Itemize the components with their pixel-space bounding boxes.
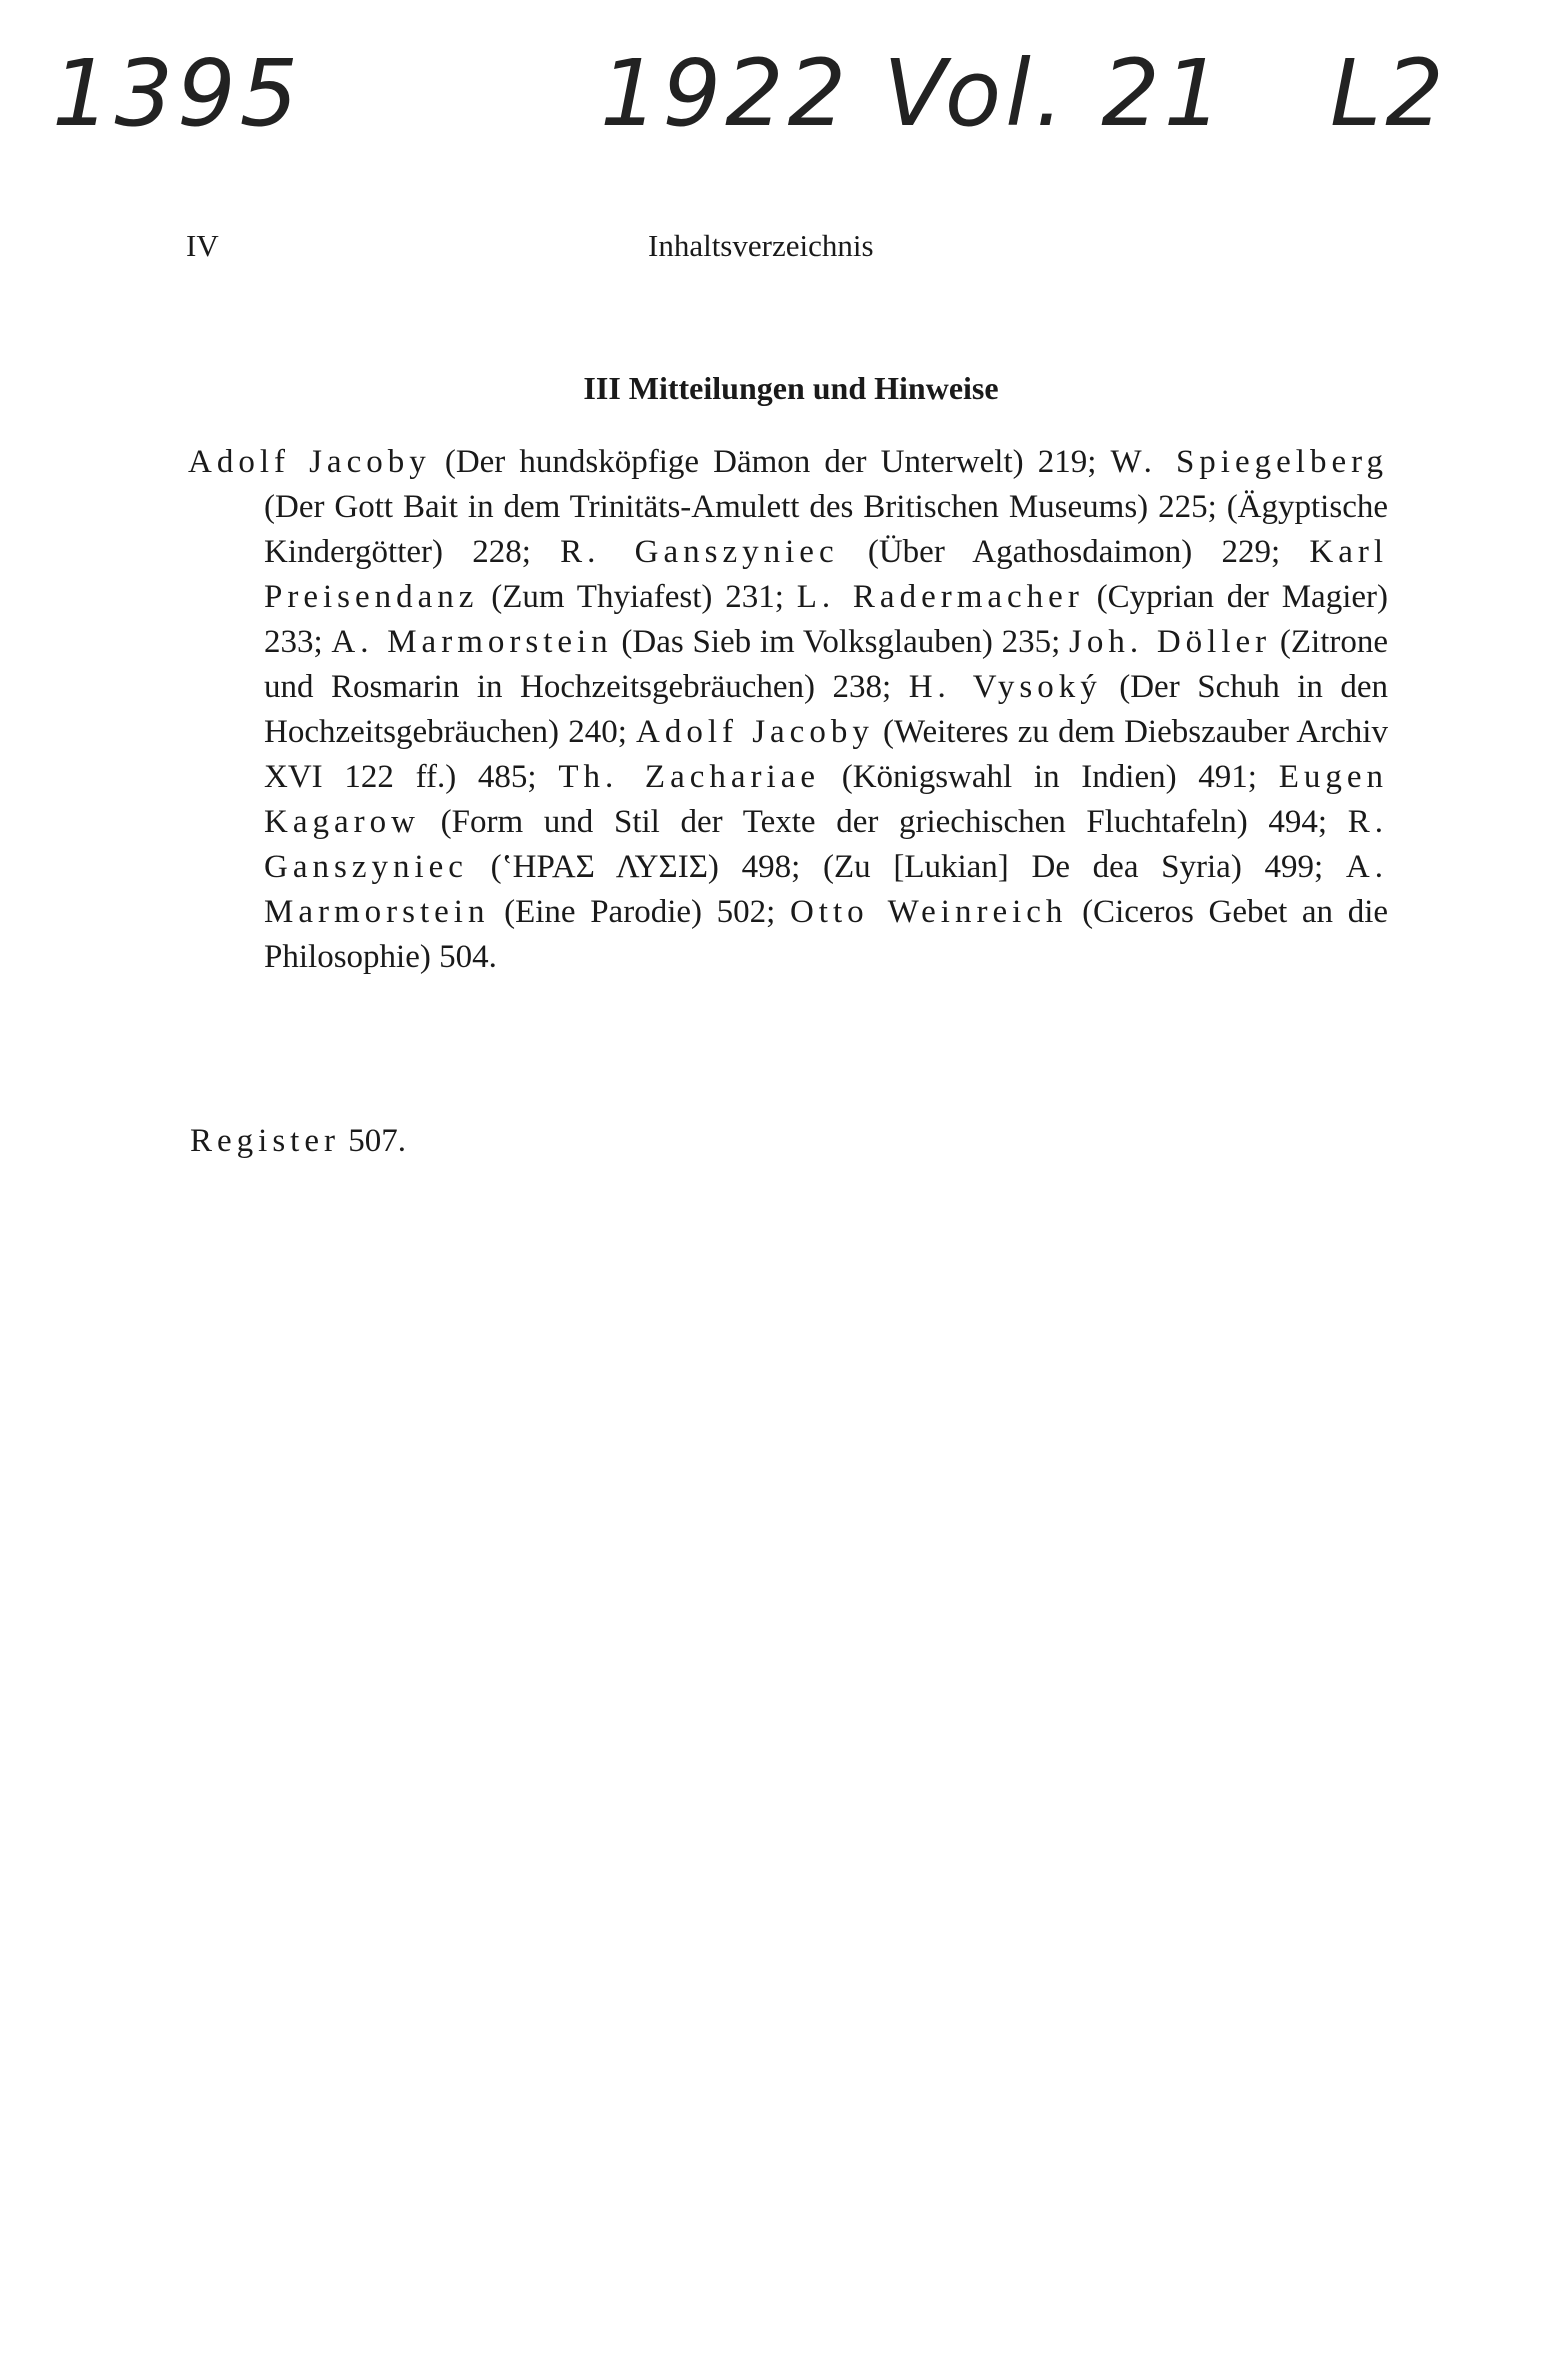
entry-author: Adolf Jacoby — [188, 444, 431, 480]
handwritten-shelfmark: 1395 — [52, 40, 303, 147]
entry-author: Otto Weinreich — [789, 894, 1068, 930]
running-title: Inhaltsverzeichnis — [648, 228, 874, 263]
entry-text: (Zitrone und Rosmarin in Hochzeitsgebräuchen) 238; — [264, 624, 1389, 705]
entry-author: L. Radermacher — [796, 579, 1084, 615]
entry-text: (Über Agathosdaimon) 229; — [867, 534, 1310, 570]
entry-text: (Der Schuh in den Hochzeitsgebräuchen) 240; — [264, 669, 1389, 750]
entry-author: H. Vysoký — [908, 669, 1102, 705]
entry-author: Joh. Döller — [1069, 624, 1272, 660]
entry-text: (Das Sieb im Volksglauben) 235; — [621, 624, 1070, 660]
entry-text: (Weiteres zu dem Diebszauber Archiv XVI 122 ff.) 485; — [264, 714, 1388, 795]
entry-text: (Form und Stil der Texte der griechischen Fluchtafeln) 494; — [440, 804, 1348, 840]
running-head — [0, 228, 1562, 278]
contents-entries — [188, 440, 1388, 980]
entry-author: Eugen Kagarow — [264, 759, 1389, 840]
entry-author: W. Spiegelberg — [1110, 444, 1388, 480]
entry-text: (Der hundsköpfige Dämon der Unterwelt) 219; — [444, 444, 1111, 480]
entry-text: (Königswahl in Indien) 491; — [841, 759, 1279, 795]
entry-text: (Cyprian der Magier) 233; — [264, 579, 1388, 660]
register-line — [190, 1123, 406, 1160]
page-number: IV — [186, 228, 219, 263]
entry-text: (ʽΗΡΑΣ ΛΥΣΙΣ) 498; (Zu [Lukian] De dea Syria) 499; — [490, 849, 1346, 885]
entry-author: R. Ganszyniec — [264, 804, 1388, 885]
register-page: 507. — [348, 1123, 406, 1159]
entry-author: R. Ganszyniec — [560, 534, 839, 570]
entry-text: (Der Gott Bait in dem Trinitäts-Amulett des Britischen Museums) 225; (Ägyptische Kindergötter) 228; — [264, 489, 1388, 570]
entry-author: Adolf Jacoby — [636, 714, 874, 750]
handwritten-location: L2 — [1330, 40, 1448, 147]
entry-text: (Zum Thyiafest) 231; — [491, 579, 797, 615]
register-label: Register — [190, 1123, 340, 1159]
entry-author: A. Marmorstein — [264, 849, 1389, 930]
handwritten-volume: 1922 Vol. 21 — [600, 40, 1227, 147]
entry-text: (Eine Parodie) 502; — [504, 894, 790, 930]
entry-author: Th. Zachariae — [558, 759, 820, 795]
section-heading: III Mitteilungen und Hinweise — [583, 370, 999, 406]
entry-author: A. Marmorstein — [331, 624, 613, 660]
entry-author: Karl Preisendanz — [264, 534, 1388, 615]
handwritten-annotations — [0, 40, 1562, 170]
entry-text: (Ciceros Gebet an die Philosophie) 504. — [264, 894, 1389, 975]
